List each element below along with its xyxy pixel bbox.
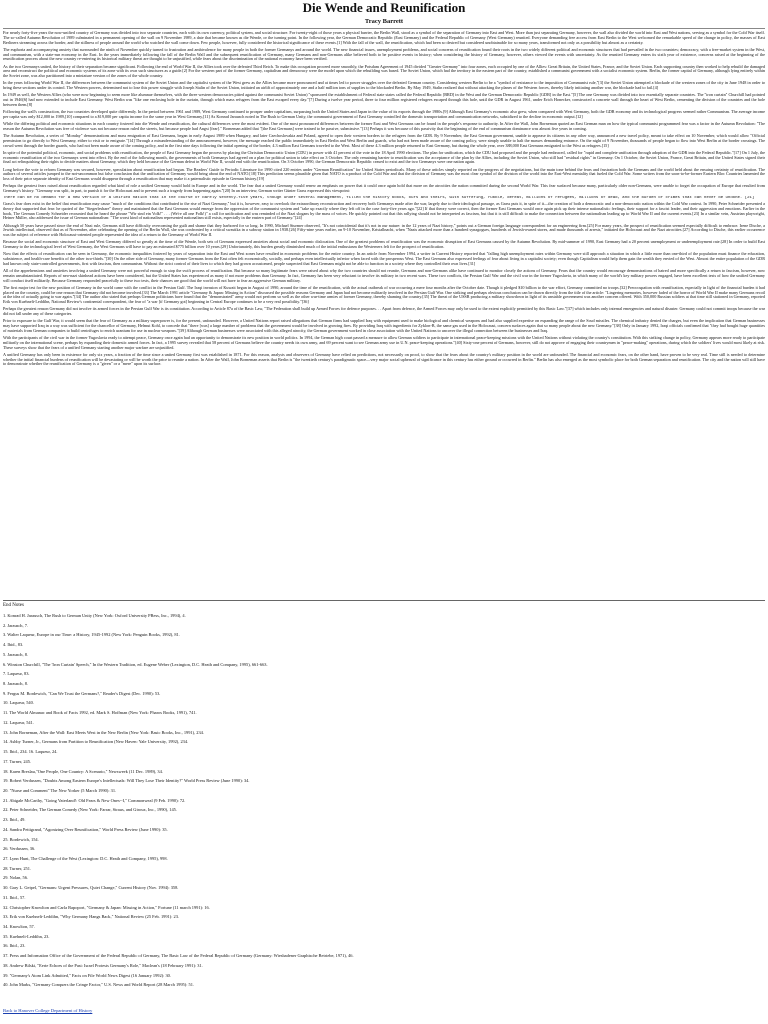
paragraph: Now that the effects of reunification can be seen in Germany, the economic inequalities fostered by years of separation into the East and West zones have resulted in economic problems for the entire country. In an article from November 1994, a writer in Current History reported that "falling high unemployment rates within Germany were still approach a situation in which a little more than one-third of the population must finance the education, subsistence, and health-care benefits of the other two-thirds."[30] On the other side of Germany, many former Germans from the East often felt economically, socially, and perhaps even intellectually inferior when faced with the prosperous West. The East Germans also expressed feelings of fear about living in a capitalist society; even though Capitalism would help them gain the wealth they envied of the West. Almost the entire population of the GDR had known only state-controlled governments, first with fascism, then communism. Without the strict control of their lives to which they had grown accustomed, people suspected that East Germans might not be able to function in a society where they controlled their own lives.[31] — [3, 251, 765, 266]
paragraph: The Autumn Revolution, a series of "Monday" demonstrations and mass emigration of East Germans, began in early August 1989 when Hungary, and later Czechoslovakia and Poland, agreed to open their western borders to the refugees from the GDR. By 9 November, the East German government, unable to appease its citizens in any other way, announced a new travel policy, meant to take effect on 10 November, which would allow "Official permission to go directly to West Germany, either to visit or to emigrate."[14] Through a misunderstanding of the announcement, however, the message reached the public immediately in East Berlin and West Berlin and guards, who had not been made aware of the coming policy, were simply unable to halt the masses demanding entrance. On the night of 9 November, thousands of people began to flow into West Berlin at the border crossings. The crowd went through the border guards, who had not been made aware of the coming policy, and in the first nine days following the initial opening of the border, 4.3 million East Germans traveled to the West. Most of these 4.3 million people returned to East Germany, but during the whole year, over 388,000 East Germans emigrated to the West as refugees.[15] — [3, 133, 765, 148]
paragraph: For nearly forty-five years the now-unified country of Germany was divided into two separate countries, each with its own currency, political system, and social structure. For twenty-eight of those years a physical barrier, the Berlin Wall, stood as a symbol of the separation of Germany into East and West. More than just separating Germany, however, the wall also divided the world into East and West nations, serving as a symbol for the Cold War itself. The so-called Autumn Revolution of 1989 culminated in a permanent opening of the wall on 9 November 1989, a date that became known as die Wende, or the turning point. In the following year, the German Democratic Republic (East Germany) and the Federal Republic of Germany (West Germany) reunited. Everyone demanding free access from East Berlin to the West welcomed the remarkable speed of the change in policy, the masses of East Berliners streaming across the border, and the stillness of people around the world who watched the wall come down. Few people, however, fully considered the historical significance of these events.[1] With the fall of the wall, the reunification, which had been so desired but considered unobtainable for so many years, transformed not only as a possibility but almost as a certainty. — [3, 31, 765, 45]
endnote-item: 11. The World Almanac and Book of Facts 1992, ed. Mark S. Hoffman (New York: Pharos Books, 1991), 741. — [3, 710, 197, 716]
endnote-item: 6. Winston Churchill, "The 'Iron Curtain' Speech," In the Western Tradition, ed. Eugene Weber (Lexington, D.C. Heath and Company, 1995), 661-663. — [3, 661, 268, 667]
endnote-item: 15. Ibid., 234. 16. Laqueur, 24. — [3, 749, 58, 755]
paragraph: In spite of the potential political, economic, and social problems with reunification, the people of East Germany began the process by placing the Christian Democratic Union (CDU) in power with 41 percent of the vote in the 18 April 1990 elections. The plan for unification, which the CDU had proposed and the people had embraced, called for "rapid and complete unification through adoption of the GDR into the Federal Republic."[17] On 1 July, the economic reunification of the two Germanys went into effect. By the end of the following month, the governments of both Germanys had agreed on a plan for political union to take effect on 3 October. The only remaining barrier to reunification was the acceptance of the plan by the Allies, including the Soviet Union, who still had "residual rights" in Germany. On 1 October, the Soviet Union, France, Great Britain, and the United States signed their final act relinquishing their rights to decide matters about Germany, which they held because of the German defeat in World War II, would end with the reunification. On 3 October 1990, the German Democratic Republic ceased to exist and the two Germanys were one nation again. — [3, 149, 765, 165]
endnote-item: 40. John Marks, "Germany Conquers the Cringe Factor," U.S. News and World Report (28 March 1995): 51. — [3, 982, 195, 988]
endnote-item: 27. Lynn Hunt, The Challenge of the West (Lexington: D.C. Heath and Company, 1995), 998. — [3, 855, 168, 861]
endnote-item: 10. Laqueur, 540. — [3, 700, 34, 706]
paragraph: Although 50 years have passed since the end of Nazi rule, Germans still have difficulty overcoming the guilt and shame that they harbored for so long. In 1990, Michael Sturmer observed, "It's not coincidental that it's not in our nature: in the 12 years of Nazi history," points out a German foreign language correspondent for an engineering firm.[25] For many years, the prospect of reunification seemed especially difficult to embrace. Irene Dische, a Jewish intellectual, observed that as of November, after celebrating the opening of the Berlin Wall, she was confronted by a critical swastika in a subway station in 1938.[26] Fifty-nine years earlier, on 9-10 November, Kristallnacht, when "Nazis attacked more than a hundred synagogues, hundreds of Jewish-owned stores, and made thousands of arrests," initiated the Holocaust and the Nazi atrocities.[27] According to Dische, this earlier occurrence was the subject of reference with Holocaust-oriented people represented the idea of a return to the Germany of World War II. — [3, 222, 765, 237]
page-title: Die Wende and Reunification — [302, 0, 466, 15]
endnote-item: 20. "Nurse and Comment" The New Yorker (5 March 1990): 31. — [3, 787, 117, 793]
endnote-item: 30. Gary L. Geipel, "Germans: Urgent Pressures, Quiet Change," Current History (Nov. 1994): 358. — [3, 885, 179, 891]
horizontal-divider — [3, 600, 765, 601]
paragraph: Perhaps the greatest fears raised about reunification regarded what kind of role a unified Germany would hold in Europe and in the world. The fear that a united Germany would renew an emphasis on power that it could once again hold that more on the atrocities the nation committed during the second World War. This fear surfaced because many, particularly older non-Germans, were unable to forget the occupation of Europe that resulted from Germany's history. "Germany was split, in part, to punish it for the Holocaust and to prevent such a tragedy from happening again."[20] In an interview, German writer Günter Grass expressed this viewpoint: — [3, 183, 765, 193]
endnote-item: 9. Fergus M. Bordewich, "Can We Trust the Germans?," Reader's Digest (Dec. 1990): 53. — [3, 690, 161, 696]
endnote-item: 19. Robert Verdussen, "Doubts Among Eastern Europe's Intellectuals: Will They Lose Their Identity?" World Press Review (June 1990): 34. — [3, 778, 250, 784]
endnote-item: 7. Laqueur, 83. — [3, 671, 30, 677]
endnote-item: 1. Konrad H. Jarausch, The Rush to German Unity (New York: Oxford University PRess, Inc., 1994), 4. — [3, 613, 186, 618]
endnote-item: 28. Turner, 251. — [3, 865, 32, 871]
endnote-item: 12. Laqueur, 541. — [3, 719, 34, 725]
paragraph: Prior to exposure to the Gulf War, it would seem that the fear of Germany as a military superpower is, for the present, unfounded. However, a United Nations report raised allegations that German firms had supplied Iraq with equipment used to make biological and chemical weapons and had also supplied expertise on expanding the range of the Scud missiles. The chemical industry denied the charges, but even the implication that German businesses may have supported Iraq in a way was sufficient for the chancellor of Germany, Helmut Kohl, to concede that "there [was] a large number of problems that the government would be involved in growing fires. By providing Iraq with ingredients for Zyklon-B, the same gas used in the Holocaust, concern surfaces again that so many people about the new Germany."[38] Only in January 1992, Iraqi officials confirmed that "they had bought huge quantities of materials from German companies to build centrifuges to enrich uranium for use in nuclear weapons."[39] Although German businesses were associated with this alleged atrocity, the German government worked in close association with the United Nations to uncover the illegal connection between the businesses and Iraq. — [3, 318, 765, 333]
paragraph: Long before the vote to reform Germany was secured, however, speculation about reunification had begun. The Readers' Guide to Periodic Literature for 1990 cited 220 entries under "German Reunification" for United States periodicals. Many of these articles simply reported on the progress of the negotiations, but the main tone behind the fears and frustration both the Germans and the world held about the ensuing certainty of reunification. The authors of several articles jumped to the not-uncommon but false conclusion that the unification of Germany would bring about the end of NATO.[18] This prediction seems plausible given that NATO is a product of the Cold War and that the division of Germany was the most clear symbol of the division of the world into the East-West mentality that fueled the Cold War. Some writers from the soon-to-be-former Eastern Bloc Countries lamented the loss of their prior separate identity of East Germans would disappear through a reunification that may make it a paternalistic episode in German history.[19] — [3, 166, 765, 181]
endnote-item: 18. Karen Breslau,"One People, One Country: A Scenario," Newsweek (11 Dec. 1989), 34. — [3, 768, 163, 774]
endnote-item: 35. Kuehnelt-Leddihn, 23. — [3, 933, 50, 939]
author-name: Tracy Barrett — [364, 18, 404, 25]
endnotes-list — [3, 613, 743, 1002]
paragraph: In the years following World War II, the differences between the communist system of the Soviet Union and the capitalist system of the West grew as the Allies became more pronounced and at times led to power struggles over the defeated German country. Considering western Berlin to be a "symbol of resistance to the imposition of Communist rule,"[3] the Soviet Union attempted a blockade of the western zones of the city in June 1948 in order to bring these sections under its control. The Western powers, determined not to lose this power struggle with Joseph Stalin of the Soviet Union, initiated an airlift of approximately one and a half million tons of supplies to the blockaded Berlin. By May 1949, Stalin realized that without attacking the planes of the Western forces, thereby likely initiating another war, the blockade had to fail.[4] — [3, 80, 765, 90]
endnote-item: 37. Press and Information Office of the Government of the Federal Republic of Germany, The Basic Law of the Federal Republic of Germany (Germany: Wiesbadener Graphische Betriebe, 1971), 46. — [3, 953, 354, 959]
paragraph: While the differing political and economic situations in each country fostered into die Wende and reunification, the cultural differences were the most evident. One of the most pronounced differences between the former East and West Germans can be found in the people's response to authority. In After the Wall, John Borneman quoted an East German man on how the typical communist programmed fear was a factor in the Autumn Revolution: "The reason the Autumn Revolution was free of violence was not because reason ruled the streets, but because people had Angst [fear]." Borneman added that "[the East Germans] were trained to be passive, submissive."[13] Perhaps it was because of this passivity that the beginning of the end of communism dominance was almost five years in coming. — [3, 121, 765, 131]
endnote-item: 34. Knowlton, 57. — [3, 924, 35, 929]
endnote-item: 13. John Borneman, After the Wall: East Meets West in the New Berlin (New York: Basic Books, Inc., 1991), 234. — [3, 729, 204, 735]
endnote-item: 3. Walter Laqueur, Europe in our Time: a History, 1945-1992 (New York: Penguin Books, 1992), 81. — [3, 632, 180, 638]
endnote-item: 5. Jarausch, 8. — [3, 651, 28, 657]
paragraph: Grass's fear does exist in the belief that reunification may cause "much of the conditions that contributed to the rise of Nazi Germany," but it is, however, easy to overlook the extraordinary reconstruction and recovery both Germanys made after the war, largely due to their ideological passage, as Grass puts it, in spite of it—the creation of both a democratic and a non-democratic nation within the Cold War context. In 1990, Peter Schneider presented a theory that supported that fear: he quoted of the "Siegerlesbare" theory and maintained that the East Germans would emerge from the oppression of the communist system and "take up exactly where they left off in the case forty-five years ago."[22] If that theory were correct, then the former East Germans would once again pick up their intense nationalistic feelings, their support for a fascist leader, and their aggression and emotions. Earlier in the book, The German Comedy Schneider recounted that he heard the phrase "Wir sind ein Volk!" . . . (We're all one Folk!)" a call for unification and was reminded of the Nazi slogans by the mass of voices. He quickly pointed out that this rallying should not be interpreted as fascism, but that it is still difficult to make the connection between the nationalism leading up to World War II and the current events.[23] In a similar vein, Austrian playwright, Heiner Müller, also addressed the issue of German nationalism: "The worst kind of nationalism represented nationalism still exists, especially in the eastern part of Germany."[24] — [3, 201, 765, 221]
endnote-item: 17. Turner, 245. — [3, 758, 32, 764]
endnote-item: 31. Ibid., 57. — [3, 894, 26, 900]
endnote-item: 4. Ibid., 83. — [3, 642, 24, 648]
paragraph: Perhaps the greatest reason Germany did not involve its armed forces in the Persian Gulf War is its constitution. According to Article 87a of the Basic Law, "The Federation shall build up Armed Forces for defence purposes. . . Apart from defence, the Armed Forces may only be used to the extent explicitly permitted by this Basic Law."[37] which includes only internal emergencies and natural disaster. Germany could not commit troops because the war did not fall under any of these categories. — [3, 306, 765, 316]
endnote-item: 22. Peter Schneider, The German Comedy (New York: Farrar, Straus, and Giroux, Inc., 1990), 145. — [3, 807, 177, 813]
horizontal-divider — [3, 28, 765, 29]
endnotes-heading: End Notes — [3, 603, 24, 608]
paragraph: The first major test for the new position of Germany in the world came with the conflict in the Persian Gulf. The Iraqi invasion of Kuwait began in August of 1990, around the time of the reunification, with the actual outbreak of war occurring a mere four months after the October date. Though it pledged $10 billion to the war effort, Germany committed no troops.[32] Preoccupation with reunification, especially in light of the financial burden it had placed on the country, could be one reason that Germany did not become involved.[33] The March 1991 article "Germany & Japan: Missing in Action" discussed the possible reasons Germany and Japan had not become militarily involved in the Persian Gulf War. One striking and perhaps obvious conclusion can be drawn directly from the title of the article: "Lingering memories, however faded of the horror of World War II make many Germans recoil at the idea of actually going to war again."[34] The author also stated that perhaps German politicians have found that the "demonstrated" army would not perform so well as the other war-time armies of former Germany, thereby shaming the country.[35] The threat of the USSR producing a military showdown in light of its unstable government was another concern offered. With 350,000 Russian soldiers at that time still stationed in Germany, reported Erik von Kuehnelt-Leddihn, National Review's continental correspondent, the fear of "a war [if Germany got] beginning in Central Europe continues to be a very real possibility."[36] — [3, 284, 765, 304]
endnote-item: 29. Nolan, 56. — [3, 875, 28, 881]
paragraph: A unified Germany has only been in existence for only six years, a fraction of the time since a united Germany first was established in 1871. For this reason, analysts and observers of Germany have relied on predictions, not necessarily on proof, to show that the fears about the country's military position in the world are unfounded. The financial and economic fears, on the other hand, have proven to be very real. Time still is needed to determine whether the initial financial burdens of reunification will be devastating or will be worth the price to reunite a nation. In After the Wall, John Borneman asserts that Berlin is "the twentieth century's paradigmatic space—very major social upheaval of significance in this century has either ground or occurred in Berlin." Berlin has also emerged as the most symbolic place for both German separation and reunification. The city and the nation will still have to demonstrate whether the reunification of Germany is a "given" or a "mere" upon its surface. — [3, 351, 765, 367]
article-body — [3, 31, 765, 600]
paragraph: Following the wall's construction, the two countries developed quite differently. In the period between 1961 and 1989, West Germany continued to prosper under capitalism, surpassing both the United States and Japan in the value of its exports through the 1980s.[9] Although East Germany's economic also grew, when compared with West Germany, both the GDR economy and its technological progress seemed rather Communism. The average income per capita was only $12,000 in 1989,[10] compared to a $19,000 per capita income for the same year in West Germany,[11] As Konrad Jarausch noted in The Rush to German Unity, the communist government of East Germany controlled the domestic transportation and communication networks, subsidized to the decline in economic output.[12] — [3, 109, 765, 119]
endnote-item: 32. Christopher Knowlton and Carla Rapoport, "Germany & Japan: Missing in Action," Fortune (11 march 1991): 16. — [3, 904, 210, 910]
endnote-item: 21. Abigale McCarthy, "Going Vaterland!: Old Fears & New Ones--I," Commonweal (9 Feb. 1990): 72. — [3, 797, 186, 803]
endnote-item: 14. Ashby Turner, Jr., Germans from Partition to Reunification (New Haven: Yale University, 1992), 234. — [3, 739, 189, 745]
paragraph: With the participants of the civil war in the former Yugoslavia ready to attempt peace, Germany once again had an opportunity to demonstrate its new position in world politics. In 1994, the German high court passed a measure to allow German soldiers to participate in international peace-keeping missions with the United Nations without violating the country's constitution. With this striking change in policy, Germany appears more ready to participate militarily on the international scene, perhaps by expanding their domestic armed forces. In fact, a 1995 survey revealed that 58 percent of Germans believe the country needs its own army, and 69 percent want to see German army use in U.N. peace-keeping operations."[40] Sixty-one percent of Germans, however, still do not approve of engaging their countrymen in "peace-making" operations, during which the soldiers' lives would most likely at risk. These surveys show that the fears of a unified Germany starting another major warfare are unjustified. — [3, 335, 765, 350]
paragraph: The euphoria and accompanying anxiety that surrounded the ninth of November quickly turned to frustration and ambivalence for many people in both the former Germanys and around the world. The new financial issues, unemployment problems, and social concerns of reunification found their roots in the two widely different political and economic structures that had prevailed in the two countries; democracy, with a free-market system in the West, and communism, with a state-run economy in the East. In the years immediately following the fall of the Berlin Wall and the subsequent reunification of Germany, many Germans and non-Germans alike believed both to be positive events in history; when considering the history of Germany, however, others viewed the events with uncertainty. As the reunited Germany enters its sixth year of existence, concerns raised at the beginning of the reunification process about the new country re-entering its historical military threat are thought to be unjustified, while fears about the discrimination of the national economy have been verified. — [3, 46, 765, 62]
endnote-item: 39. "Germany's Atom Link Admitted," Facts on File World News Digest (16 January 1992): 30. — [3, 972, 171, 978]
endnote-item: 23. Ibid., 49. — [3, 817, 26, 823]
block-quote: There can be no demand for a new version of a unified nation that in the course of barely seventy-five years, though under several management, filled the history books, ours and theirs, with suffering, rubble, defeat, millions of refugees, millions of dead, and the burden of crimes that can never be undone. [21] — [3, 196, 755, 201]
paragraph: Because the social and economic structure of East and West Germany differed so greatly at the time of die Wende, both sets of Germans expressed anxieties about social and economic dislocation. One of the greatest problems of reunification was the economic disruption of East Germans caused by the Autumn Revolution. By mid-summer of 1990, East Germany had a 20 percent unemployment or underemployment rate.[28] In order to build East Germany to the technological level of West Germany, the West Germans will have to pay an estimated $775 billion over 10 years.[29] Unfortunately, this burden greatly diminished much of the initial enthusiasm the Westerners felt for the prospect of reunification. — [3, 239, 765, 249]
endnote-item: 24. Sandra Pettigrand, "Agonizing Over Reunification," World Press Review (June 1990): 35. — [3, 826, 168, 832]
endnote-item: 33. Erik von Kuehnelt-Leddihn, "Why Germany Hangs Back," National Review (25 Feb. 1991): 23. — [3, 914, 180, 920]
endnote-item: 38. Andrew Bilski, "Eerie Echoes of the Past: Israel Protests Germany's Role," Maclean's (18 February 1991): 31. — [3, 962, 203, 968]
endnote-item: 25. Bordewich, 154. — [3, 836, 39, 842]
paragraph: All of the apprehensions and anxieties involving a united Germany were not powerful enough to stop the swift process of reunification. But because so many legitimate fears were raised about why the two countries should not reunite, Germans and non-Germans alike have continued to monitor closely the actions of Germany. Fears that the country would encourage demonstrations of hatred and more specifically a return to fascism, however, now remain unsubstantiated. Reports of neo-nazi skinhead actions have been considered, but the United States has experienced as many if not more problems than Germany. In fact, Germany has been very reluctant to involve its military in two recent wars. These two conflicts, the Persian Gulf War and the civil war in the former Yugoslavia, in which many of the world's key military powers engaged, have been excellent tests of how the unified Germany will conduct itself militarily. Because Germany responded peacefully to these two tests, their chances are good that the world will not have to fear an aggressive German military. — [3, 268, 765, 283]
endnote-item: 26. Verdussen, 36. — [3, 846, 36, 852]
paragraph: As the two Germanys united, the history of their separation became significant. Following the end of World War II, the Allies took over the defeated Third Reich. To make this occupation proceed more smoothly, the Potsdam Agreement of 1945 divided "Greater Germany" into four zones, each occupied by one of the Allies: Great Britain, the United States, France, and the Soviet Union. Each supporting country then worked to help rebuild the damaged area and reconstruct the political and economic systems of its zone with its own such structures as a guide.[2] For the western part of the former Germany, capitalism and democracy were the model upon which the rebuilding was based. The Soviet Union, which had the territory in the eastern part of the country, established a communist government with a socialist economic system. Berlin, the former capital of Germany, although lying entirely within the Soviet zone, was also partitioned into a miniature version of the zones of the whole country. — [3, 63, 765, 78]
endnote-item: 8. Jarausch, 8. — [3, 681, 28, 687]
back-link[interactable]: Back to Hanover College Department of History — [3, 1008, 93, 1013]
endnote-item — [3, 992, 743, 1002]
paragraph: In 1949 as well, the Western Allies (who were now beginning to seem more like alumnae themselves, with the three western democracies pitted against the communist Soviet Union) "sponsored the establishment of Federal state states called the Federal Republic [BRD] in the West and the German Democratic Republic [GDR] in the East."[5] The one Germany was divided into two essentially separate countries. The "iron curtain" Churchill had pointed out in 1946[6] had now extended to include East Germany. West Berlin was "like one enclosing hole in the curtain, through which mass refugees from the East escaped every day."[7] During a twelve year period, three to four million registered refugees escaped through this hole, until the GDR in August 1961, under Erich Honecker, constructed a concrete wall through the heart of West Berlin, cementing the division of the countries and the hole between them.[8] — [3, 92, 765, 107]
endnote-item: 2. Jarausch, 7. — [3, 622, 28, 628]
endnote-item: 36. Ibid., 23. — [3, 943, 26, 949]
